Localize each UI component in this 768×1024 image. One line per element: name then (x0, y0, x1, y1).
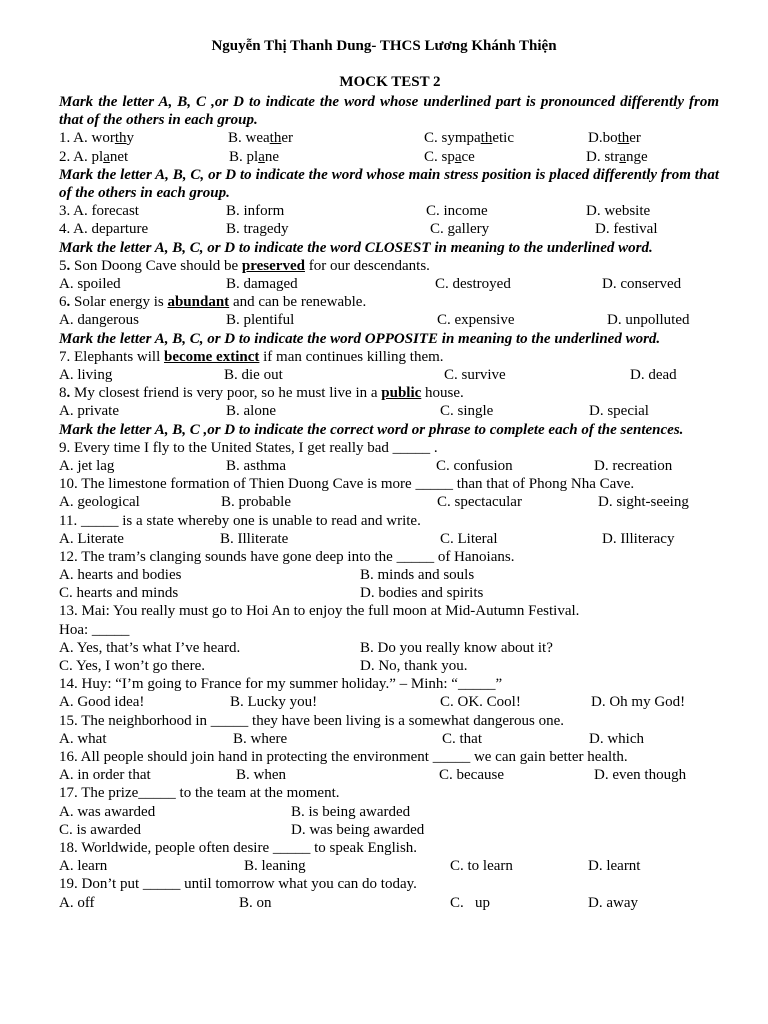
question-7-options (59, 366, 719, 384)
option-b: B. is being awarded (291, 803, 411, 820)
option-a: 4. A. departure (59, 221, 149, 238)
option-b: B. damaged (226, 275, 298, 292)
instruction-closest: Mark the letter A, B, C, or D to indicate the word CLOSEST in meaning to the underlined word. (59, 239, 653, 256)
question-14: 14. Huy: “I’m going to France for my summer holiday.” – Minh: “_____” (59, 676, 503, 693)
option-d: D. bodies and spirits (360, 585, 484, 602)
question-5-options (59, 275, 719, 293)
option-d: D. special (589, 403, 649, 420)
option-b: B. on (239, 894, 272, 911)
option-d: D. learnt (588, 858, 641, 875)
option-c: C. destroyed (435, 275, 511, 292)
question-9-options (59, 457, 719, 475)
option-d: D. was being awarded (291, 821, 425, 838)
option-b: B. weather (228, 130, 293, 147)
option-b: B. probable (221, 494, 291, 511)
option-d: D. strange (586, 148, 648, 165)
option-b: B. Do you really know about it? (360, 639, 553, 656)
option-d: D. dead (630, 366, 677, 383)
option-a: A. dangerous (59, 312, 139, 329)
question-17: 17. The prize_____ to the team at the moment. (59, 785, 340, 802)
option-a: 1. A. worthy (59, 130, 135, 147)
option-d: D. unpolluted (607, 312, 690, 329)
question-6: 6. Solar energy is abundant and can be renewable. (59, 294, 367, 311)
option-a: 2. A. planet (59, 148, 129, 165)
page-title: MOCK TEST 2 (339, 74, 441, 90)
option-b: B. minds and souls (360, 567, 475, 584)
question-9: 9. Every time I fly to the United States, I get really bad _____ . (59, 439, 438, 456)
option-b: B. tragedy (226, 221, 289, 238)
option-c: C. because (439, 767, 504, 784)
option-c: C. single (440, 403, 494, 420)
underlined-word: become extinct (164, 348, 260, 365)
option-c: C. confusion (436, 457, 513, 474)
option-a: A. private (59, 403, 119, 420)
question-14-options (59, 693, 719, 711)
option-c: C. survive (444, 366, 506, 383)
option-c: C. OK. Cool! (440, 694, 521, 711)
page-header: Nguyễn Thị Thanh Dung- THCS Lương Khánh Thiện (211, 38, 557, 54)
option-c: C. hearts and minds (59, 585, 179, 602)
option-c: C. spectacular (437, 494, 522, 511)
option-b: B. Illiterate (220, 530, 289, 547)
option-d: D. Illiteracy (602, 530, 675, 547)
underlined-word: preserved (241, 257, 305, 274)
underlined-word: abundant (167, 294, 230, 311)
question-15: 15. The neighborhood in _____ they have been living is a somewhat dangerous one. (59, 712, 565, 729)
question-11-options (59, 530, 719, 548)
test-content (59, 93, 719, 912)
option-c: C. Yes, I won’t go there. (59, 658, 205, 675)
option-c: C. that (442, 730, 482, 747)
option-d: D. away (588, 894, 638, 911)
option-a: A. Yes, that’s what I’ve heard. (59, 639, 241, 656)
question-8-options (59, 402, 719, 420)
instruction-complete: Mark the letter A, B, C ,or D to indicate the correct word or phrase to complete each of the sentences. (59, 421, 684, 438)
option-c: C. sympathetic (424, 130, 514, 147)
question-12-options-row1 (59, 566, 719, 584)
option-d: D. even though (594, 767, 687, 784)
option-b: B. leaning (244, 858, 306, 875)
option-c: C. income (426, 203, 488, 220)
question-17-options-row2 (59, 821, 719, 839)
option-a: A. in order that (59, 767, 151, 784)
option-a: A. jet lag (59, 457, 115, 474)
option-d: D. which (589, 730, 644, 747)
question-10: 10. The limestone formation of Thien Duong Cave is more _____ than that of Phong Nha Cave. (59, 476, 635, 493)
question-10-options (59, 493, 719, 511)
option-a: A. spoiled (59, 275, 121, 292)
option-c: C. to learn (450, 858, 513, 875)
option-d: D. Oh my God! (591, 694, 686, 711)
question-6-options (59, 311, 719, 329)
option-c: C. expensive (437, 312, 515, 329)
option-a: A. Good idea! (59, 694, 145, 711)
option-b: B. Lucky you! (230, 694, 318, 711)
question-18-options (59, 857, 719, 875)
option-d: D. festival (595, 221, 658, 238)
question-12: 12. The tram’s clanging sounds have gone deep into the _____ of Hanoians. (59, 548, 515, 565)
instruction-pronunciation: Mark the letter A, B, C ,or D to indicate the word whose underlined part is pronounced differently from that of the others in each group. (59, 94, 719, 129)
question-13-options-row2 (59, 657, 719, 675)
question-7: 7. Elephants will become extinct if man continues killing them. (59, 348, 444, 365)
question-17-options-row1 (59, 803, 719, 821)
option-d: D.bother (588, 130, 641, 147)
question-5: 5. Son Doong Cave should be preserved for our descendants. (59, 257, 430, 274)
option-a: A. geological (59, 494, 140, 511)
question-18: 18. Worldwide, people often desire _____ to speak English. (59, 840, 418, 857)
question-13: 13. Mai: You really must go to Hoi An to enjoy the full moon at Mid-Autumn Festival. (59, 603, 580, 620)
question-4 (59, 220, 719, 238)
question-19: 19. Don’t put _____ until tomorrow what you can do today. (59, 876, 417, 893)
option-b: B. asthma (226, 457, 286, 474)
option-d: D. No, thank you. (360, 658, 468, 675)
option-b: B. die out (224, 366, 283, 383)
option-a: A. hearts and bodies (59, 567, 182, 584)
option-a: A. learn (59, 858, 108, 875)
option-a: 3. A. forecast (59, 203, 139, 220)
option-d: D. sight-seeing (598, 494, 689, 511)
question-1 (59, 129, 719, 147)
question-12-options-row2 (59, 584, 719, 602)
option-c: C. Literal (440, 530, 498, 547)
option-c: C. space (424, 148, 475, 165)
option-b: B. where (233, 730, 288, 747)
option-b: B. alone (226, 403, 276, 420)
question-2 (59, 148, 719, 166)
option-a: A. what (59, 730, 107, 747)
option-a: A. Literate (59, 530, 124, 547)
option-c: C. is awarded (59, 821, 142, 838)
option-b: B. when (236, 767, 286, 784)
question-15-options (59, 730, 719, 748)
option-d: D. recreation (594, 457, 673, 474)
option-b: B. plane (229, 148, 280, 165)
option-a: A. was awarded (59, 803, 156, 820)
question-13-options-row1 (59, 639, 719, 657)
underlined-word: public (381, 385, 422, 402)
option-d: D. conserved (602, 275, 682, 292)
question-16: 16. All people should join hand in protecting the environment _____ we can gain better health. (59, 749, 628, 766)
question-3 (59, 202, 719, 220)
instruction-stress: Mark the letter A, B, C, or D to indicate the word whose main stress position is placed differently from that of the others in each group. (59, 166, 719, 201)
question-11: 11. _____ is a state whereby one is unable to read and write. (59, 512, 421, 529)
option-d: D. website (586, 203, 651, 220)
question-16-options (59, 766, 719, 784)
option-a: A. off (59, 894, 95, 911)
question-8: 8. My closest friend is very poor, so he must live in a public house. (59, 385, 464, 402)
option-c: C. gallery (430, 221, 490, 238)
instruction-opposite: Mark the letter A, B, C, or D to indicate the word OPPOSITE in meaning to the underlined word. (59, 330, 661, 347)
option-c: C. up (450, 894, 491, 911)
option-b: B. plentiful (226, 312, 295, 329)
question-13-reply: Hoa: _____ (59, 621, 130, 638)
option-b: B. inform (226, 203, 285, 220)
question-19-options (59, 894, 719, 912)
option-a: A. living (59, 366, 113, 383)
